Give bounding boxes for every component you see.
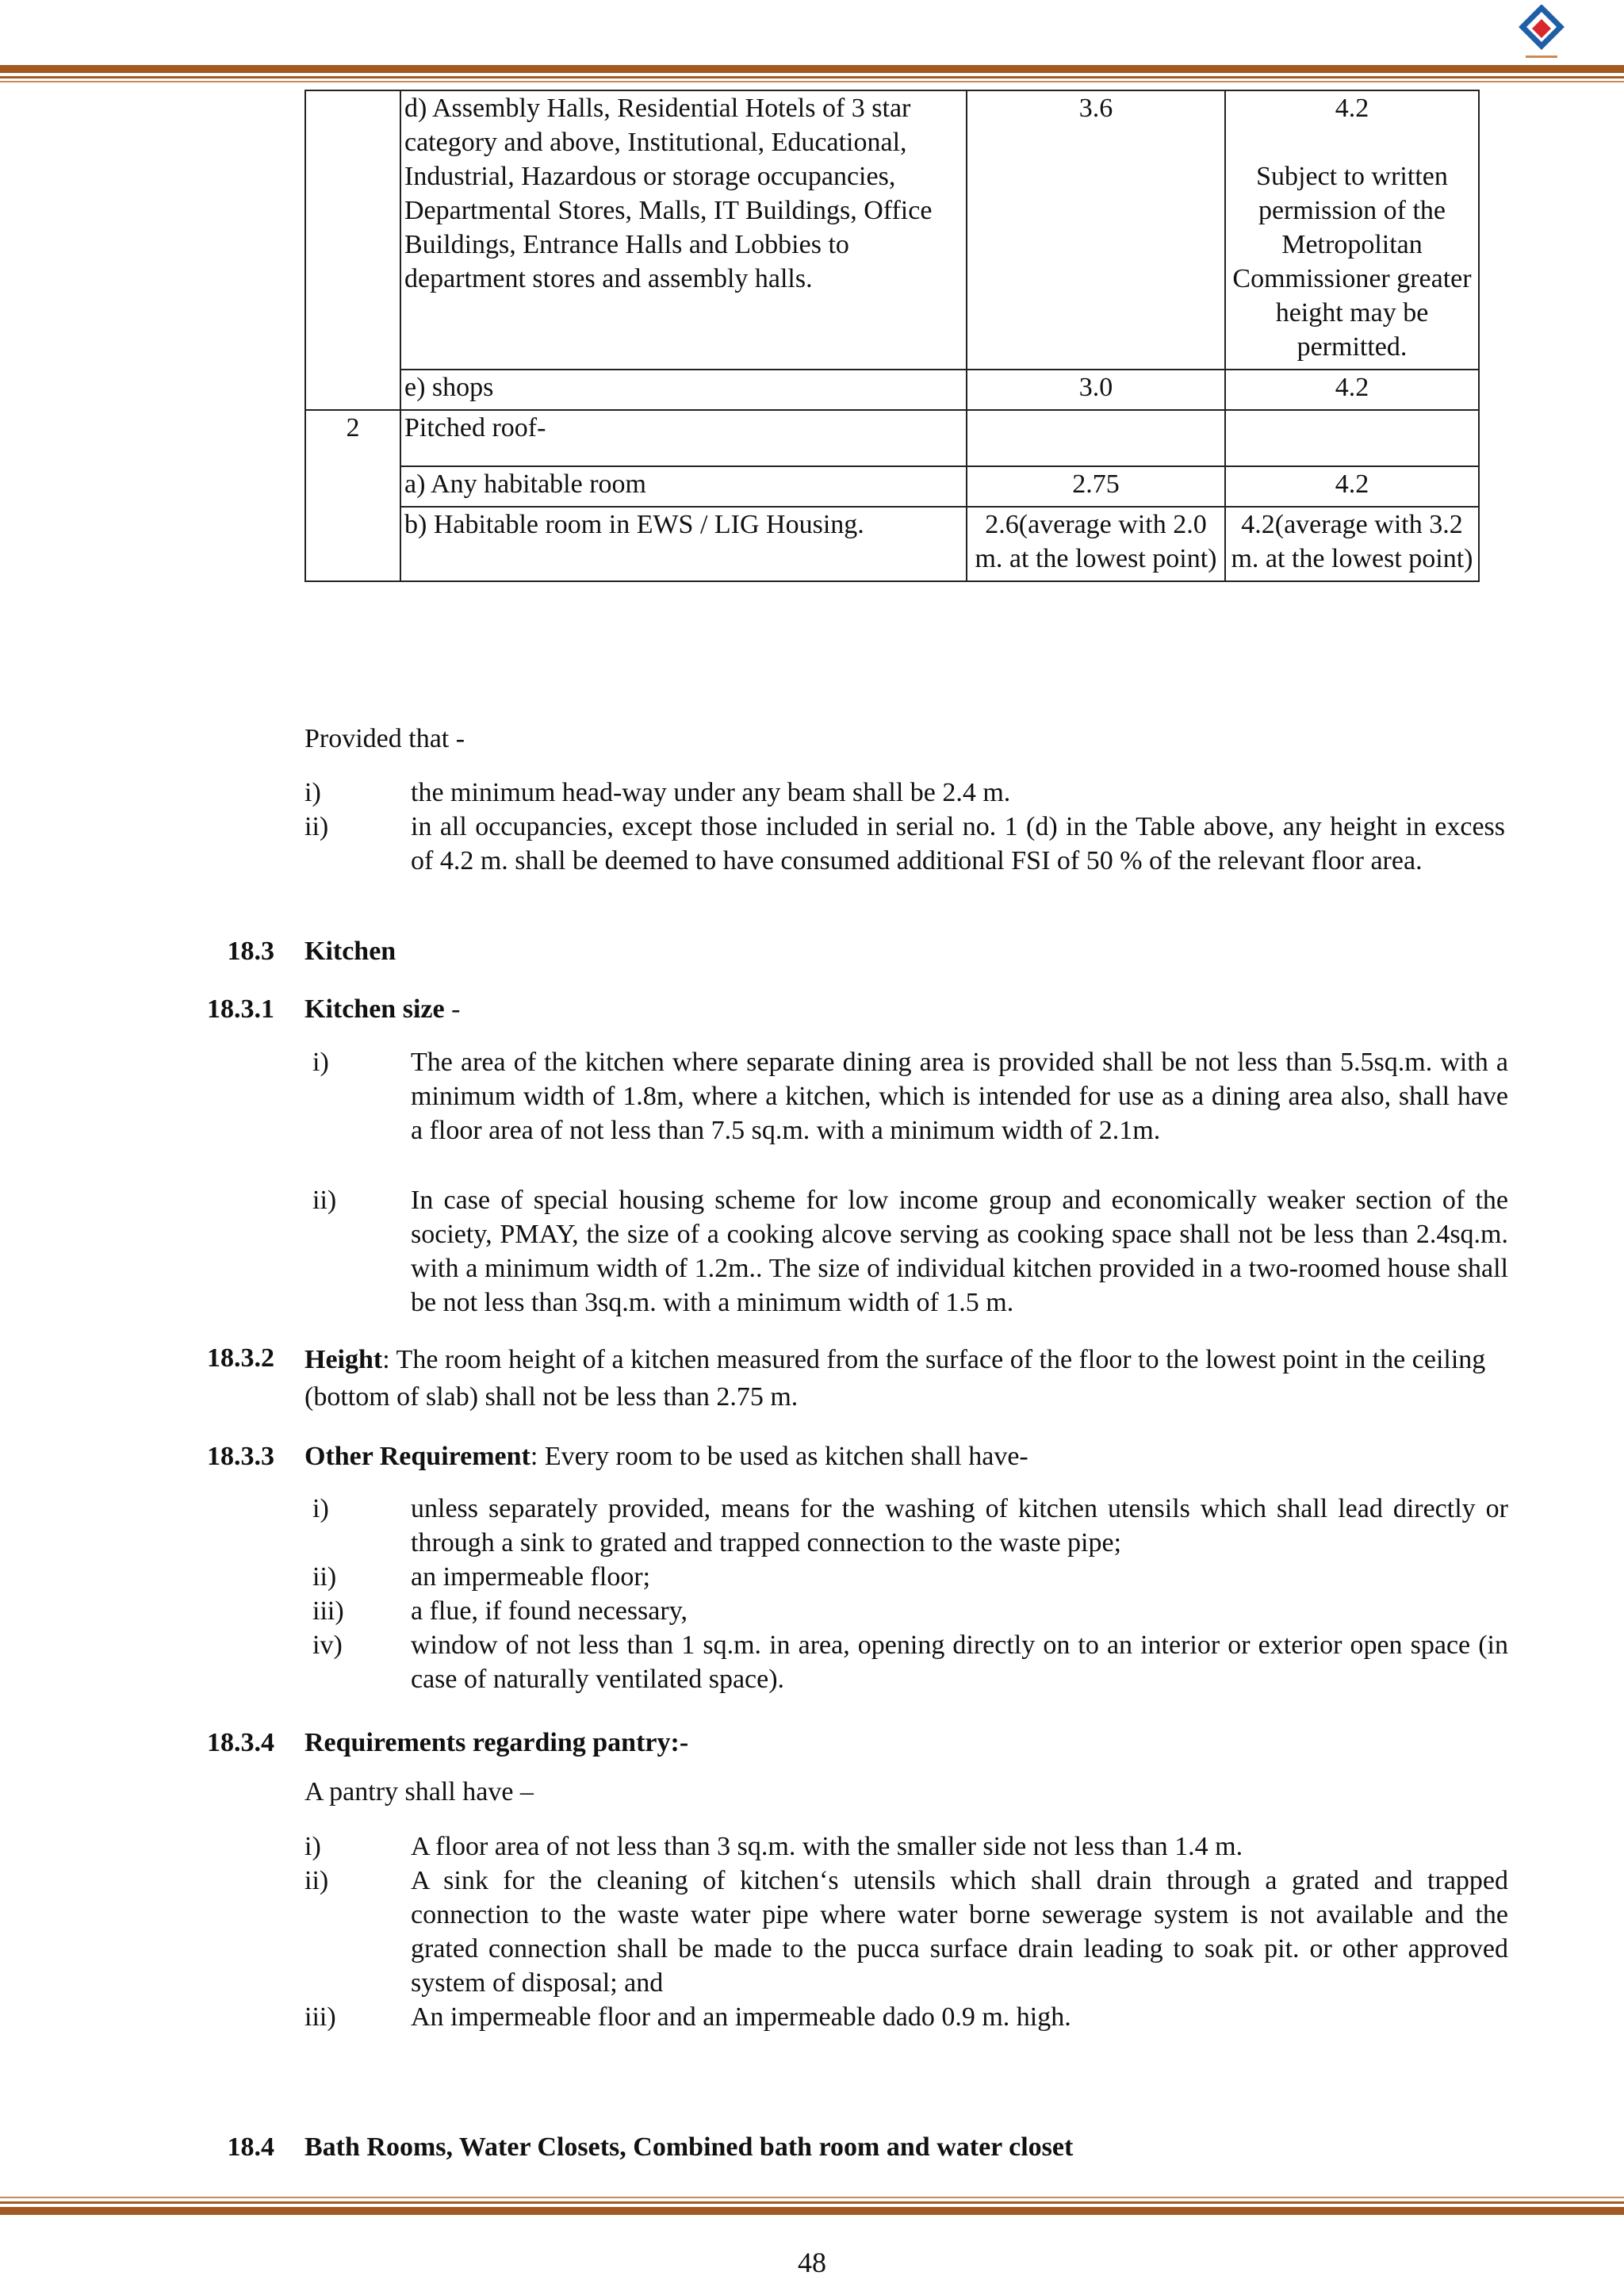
provided-intro: Provided that - xyxy=(304,724,465,753)
section-text: : The room height of a kitchen measured from the surface of the floor to the lowest point in the ceiling (bottom of slab) shall not be less than 2.75 m. xyxy=(304,1345,1486,1412)
section-title: Other Requirement xyxy=(304,1442,530,1471)
list-item: window of not less than 1 sq.m. in area, opening directly on to an interior or exterior open space (in case of naturally ventilated space). xyxy=(411,1630,1508,1694)
table-cell-max-value: 4.2 xyxy=(1335,94,1369,123)
table-cell-sno xyxy=(305,507,400,581)
section-title: Height xyxy=(304,1345,383,1374)
table-cell-min xyxy=(967,410,1225,466)
list-item: An impermeable floor and an impermeable dado 0.9 m. high. xyxy=(411,2002,1071,2032)
table-cell-sno xyxy=(305,370,400,410)
table-row xyxy=(305,466,1479,507)
section-title-suffix: - xyxy=(444,994,461,1024)
table-cell-desc: a) Any habitable room xyxy=(400,466,967,507)
section-number: 18.3 xyxy=(227,937,274,966)
list-marker: ii) xyxy=(312,1562,337,1592)
list-item: in all occupancies, except those included in serial no. 1 (d) in the Table above, any height in excess of 4.2 m. shall be deemed to have consumed additional FSI of 50 % of the relevant floor area. xyxy=(411,812,1505,875)
list-marker: ii) xyxy=(304,1866,329,1895)
table-cell-sno: 2 xyxy=(305,410,400,466)
list-item: unless separately provided, means for the washing of kitchen utensils which shall lead directly or through a sink to grated and trapped connection to the waste pipe; xyxy=(411,1494,1508,1557)
table-cell-sno xyxy=(305,90,400,370)
page-number: 48 xyxy=(798,2247,826,2278)
list-marker: iv) xyxy=(312,1630,343,1660)
section-title: Kitchen size xyxy=(304,994,445,1024)
section-number: 18.3.3 xyxy=(207,1442,274,1471)
table-row xyxy=(305,410,1479,466)
section-heading: Kitchen xyxy=(304,937,396,966)
section-heading xyxy=(304,1439,1028,1473)
footer-rule xyxy=(0,2197,1624,2215)
table-cell-desc: d) Assembly Halls, Residential Hotels of 3 star category and above, Institutional, Educational, Industrial, Hazardous or storage occupancies, Departmental Stores, Malls, IT Buildings, Office Buildings, Entrance Halls and Lobbies to department stores and assembly halls. xyxy=(400,90,967,370)
table-cell-min: 3.6 xyxy=(967,90,1225,370)
list-marker: ii) xyxy=(304,812,329,841)
section-body xyxy=(304,1341,1486,1416)
section-heading: Bath Rooms, Water Closets, Combined bath room and water closet xyxy=(304,2132,1074,2162)
table-cell-min: 2.75 xyxy=(967,466,1225,507)
table-cell-desc: b) Habitable room in EWS / LIG Housing. xyxy=(400,507,967,581)
list-item: the minimum head-way under any beam shall be 2.4 m. xyxy=(411,778,1011,807)
list-marker: i) xyxy=(312,1494,329,1523)
list-marker: i) xyxy=(304,1832,321,1861)
table-cell-min: 3.0 xyxy=(967,370,1225,410)
list-marker: iii) xyxy=(312,1596,344,1626)
list-marker: iii) xyxy=(304,2002,336,2032)
table-row xyxy=(305,90,1479,370)
list-marker: i) xyxy=(304,778,321,807)
table-row xyxy=(305,370,1479,410)
section-heading: Requirements regarding pantry:- xyxy=(304,1728,689,1757)
table-cell-desc: e) shops xyxy=(400,370,967,410)
section-number: 18.3.1 xyxy=(207,994,274,1024)
room-height-table xyxy=(304,90,1480,582)
publisher-logo-icon xyxy=(1516,5,1567,68)
list-marker: i) xyxy=(312,1048,329,1077)
table-cell-max xyxy=(1225,90,1479,370)
list-item: a flue, if found necessary, xyxy=(411,1596,688,1626)
table-cell-max: 4.2 xyxy=(1225,466,1479,507)
list-marker: ii) xyxy=(312,1186,337,1215)
section-text: : Every room to be used as kitchen shall have- xyxy=(530,1442,1028,1471)
section-number: 18.4 xyxy=(227,2132,274,2162)
list-item: The area of the kitchen where separate dining area is provided shall be not less than 5.5sq.m. with a minimum width of 1.8m, where a kitchen, which is intended for use as a dining area also, shall have a floor area of not less than 7.5 sq.m. with a minimum width of 2.1m. xyxy=(411,1048,1508,1145)
section-number: 18.3.2 xyxy=(207,1343,274,1373)
table-row xyxy=(305,507,1479,581)
list-item: A sink for the cleaning of kitchen‘s utensils which shall drain through a grated and trapped connection to the waste water pipe where water borne sewerage system is not available and the grated connection shall be made to the pucca surface drain leading to soak pit. or other approved system of disposal; and xyxy=(411,1866,1508,1998)
table-cell-min: 2.6(average with 2.0 m. at the lowest point) xyxy=(967,507,1225,581)
header-rule xyxy=(0,65,1624,82)
table-cell-max-note: Subject to written permission of the Metropolitan Commissioner greater height may be permitted. xyxy=(1232,162,1472,362)
table-cell-max: 4.2(average with 3.2 m. at the lowest point) xyxy=(1225,507,1479,581)
section-intro: A pantry shall have – xyxy=(304,1777,534,1806)
table-cell-max: 4.2 xyxy=(1225,370,1479,410)
table-cell-sno xyxy=(305,466,400,507)
table-cell-max xyxy=(1225,410,1479,466)
list-item: an impermeable floor; xyxy=(411,1562,651,1592)
section-heading xyxy=(304,992,460,1026)
section-number: 18.3.4 xyxy=(207,1728,274,1757)
list-item: A floor area of not less than 3 sq.m. with the smaller side not less than 1.4 m. xyxy=(411,1832,1243,1861)
table-cell-desc: Pitched roof- xyxy=(400,410,967,466)
list-item: In case of special housing scheme for low income group and economically weaker section of the society, PMAY, the size of a cooking alcove serving as cooking space shall not be less than 2.4sq.m. with a minimum width of 1.2m.. The size of individual kitchen provided in a two-roomed house shall be not less than 3sq.m. with a minimum width of 1.5 m. xyxy=(411,1186,1508,1317)
